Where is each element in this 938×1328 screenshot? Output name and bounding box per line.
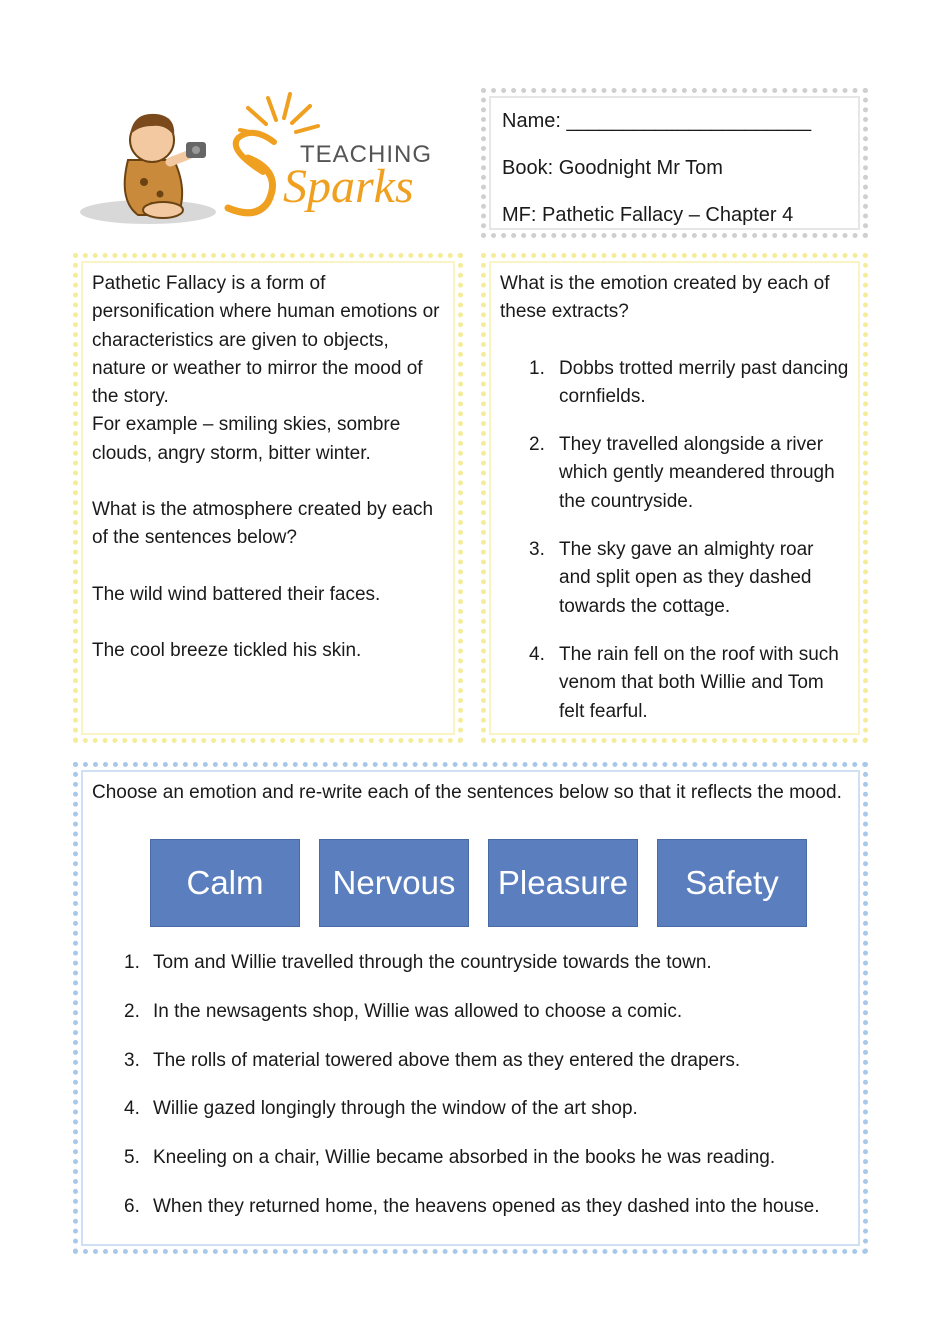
extracts-box bbox=[481, 253, 868, 743]
book-title: Book: Goodnight Mr Tom bbox=[502, 157, 723, 179]
extracts-question: What is the emotion created by each of these extracts? bbox=[500, 273, 830, 323]
definition-text: Pathetic Fallacy is a form of personification where human emotions or characteristics are given to objects, nature or weather to mirror the mood of the story. bbox=[92, 273, 440, 408]
list-item: 4. The rain fell on the roof with such venom that both Willie and Tom felt fearful. bbox=[529, 643, 839, 722]
list-item: 3. The rolls of material towered above them as they entered the drapers. bbox=[124, 1049, 741, 1071]
name-field[interactable]: Name: ______________________ bbox=[502, 110, 812, 132]
example-sentence-2: The cool breeze tickled his skin. bbox=[92, 639, 362, 661]
list-item: 6. When they returned home, the heavens opened as they dashed into the house. bbox=[124, 1195, 820, 1217]
emotion-tiles bbox=[150, 839, 807, 927]
worksheet-topic: MF: Pathetic Fallacy – Chapter 4 bbox=[502, 204, 794, 226]
extracts-list bbox=[500, 355, 849, 726]
definition-box bbox=[73, 253, 463, 743]
list-item: 2. They travelled alongside a river which gently meandered through the countryside. bbox=[529, 434, 835, 512]
rewrite-instructions: Choose an emotion and re-write each of the sentences below so that it reflects the mood. bbox=[92, 782, 842, 803]
example-text: For example – smiling skies, sombre clouds, angry storm, bitter winter. bbox=[92, 414, 401, 464]
rewrite-list bbox=[124, 949, 854, 1242]
atmosphere-question: What is the atmosphere created by each of the sentences below? bbox=[92, 499, 434, 549]
svg-text:Sparks: Sparks bbox=[283, 160, 414, 213]
emotion-tile-nervous: Nervous bbox=[319, 839, 469, 927]
list-item: 4. Willie gazed longingly through the window of the art shop. bbox=[124, 1098, 638, 1120]
list-item: 1. Dobbs trotted merrily past dancing cornfields. bbox=[529, 357, 849, 407]
rewrite-box bbox=[73, 762, 868, 1254]
teaching-sparks-logo bbox=[78, 90, 438, 230]
list-item: 1. Tom and Willie travelled through the countryside towards the town. bbox=[124, 952, 712, 973]
emotion-tile-calm: Calm bbox=[150, 839, 300, 927]
list-item: 5. Kneeling on a chair, Willie became absorbed in the books he was reading. bbox=[124, 1147, 776, 1169]
emotion-tile-safety: Safety bbox=[657, 839, 807, 927]
caveman-mascot-icon bbox=[78, 90, 438, 230]
emotion-tile-pleasure: Pleasure bbox=[488, 839, 638, 927]
svg-text:TEACHING: TEACHING bbox=[300, 141, 433, 168]
example-sentence-1: The wild wind battered their faces. bbox=[92, 583, 381, 605]
student-info-box bbox=[481, 88, 868, 238]
list-item: 3. The sky gave an almighty roar and split open as they dashed towards the cottage. bbox=[529, 539, 814, 617]
list-item: 2. In the newsagents shop, Willie was allowed to choose a comic. bbox=[124, 1000, 683, 1022]
